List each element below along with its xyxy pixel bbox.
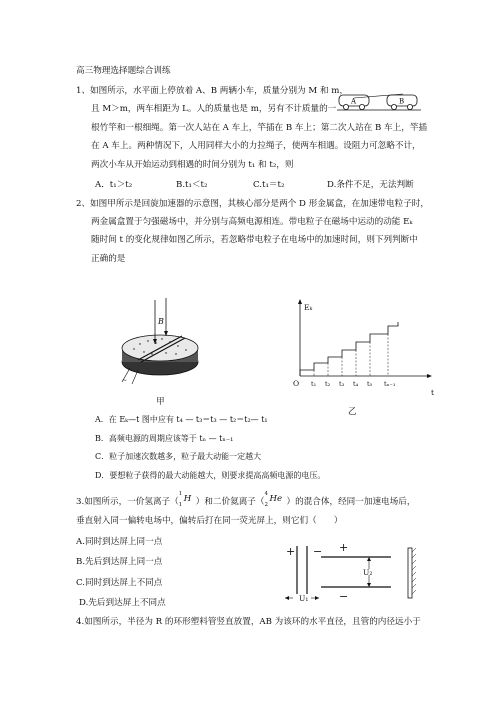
q2-option-c: C．粒子加速次数越多，粒子最大动能一定越大 <box>95 452 262 461</box>
figure-jia-caption: 甲 <box>156 397 165 407</box>
q3-option-b: B.先后到达屏上同一点 <box>76 557 163 567</box>
q2-option-d: D．要想粒子获得的最大动能越大，则要求提高高频电源的电压。 <box>95 471 326 480</box>
q1-option-c: C.t₁＝t₂ <box>253 180 285 190</box>
origin-label: O <box>293 379 300 388</box>
q1-option-b: B.t₁＜t₂ <box>176 180 208 190</box>
plate-minus-2: − <box>339 590 349 603</box>
x-axis-label: t <box>431 388 435 397</box>
tick-t5: t₅ <box>367 380 373 388</box>
q2-line: 随时间 t 的变化规律如图乙所示，若忽略带电粒子在电场中的加速时间，则下列判断中 <box>91 235 418 245</box>
q3-text-mid: ）和二价氦离子（ <box>195 497 265 507</box>
q1-line: 1、如图所示，水平面上停放着 A、B 两辆小车，质量分别为 M 和 m， <box>76 86 349 96</box>
q3-text-pre: 3.如图所示，一价氢离子（ <box>76 497 179 507</box>
deflection-field-figure <box>283 542 433 602</box>
plate-plus-2: + <box>339 541 349 554</box>
q3-option-d: D.先后到达屏上不同点 <box>79 598 166 608</box>
plate-plus-1: + <box>286 545 296 558</box>
y-axis-label: Eₖ <box>304 303 313 312</box>
q2-line: 正确的是 <box>91 254 126 264</box>
plate-minus-1: − <box>313 545 323 558</box>
tick-t4: t₄ <box>353 380 359 388</box>
q3-option-c: C.同时到达屏上不同点 <box>76 578 163 588</box>
tick-t1: t₁ <box>311 380 317 388</box>
q1-line: 在 A 车上。两种情况下，人用同样大小的力拉绳子，使两车相遇。设阻力可忽略不计， <box>91 141 421 151</box>
q2-line: 2、如图甲所示是回旋加速器的示意图，其核心部分是两个 D 形金属盒，在加速带电粒子时， <box>76 199 429 209</box>
q1-option-d: D.条件不足，无法判断 <box>327 180 414 190</box>
q1-line: 且 M＞m，两车相距为 L。人的质量也是 m，另有不计质量的一 <box>91 104 337 114</box>
helium-isotope: 4 2 He <box>264 491 283 508</box>
ek-t-chart <box>290 298 440 422</box>
page-title: 高三物理选择题综合训练 <box>76 66 171 76</box>
q2-line: 两金属盒置于匀强磁场中，并分别与高频电源相连。带电粒子在磁场中运动的动能 Eₖ <box>91 217 413 227</box>
q2-option-a: A．在 Eₖ—t 图中应有 t₄ — t₃＝t₃ — t₂＝t₂— t₁ <box>95 415 268 424</box>
q4-line-1: 4.如图所示，半径为 R 的环形塑料管竖直放置，AB 为该环的水平直径，且管的内径远小于 <box>76 617 421 627</box>
tick-t2: t₂ <box>325 380 331 388</box>
q3-line-2: 垂直射入同一偏转电场中，偏转后打在同一荧光屏上，则它们（ ） <box>76 516 343 526</box>
q2-option-b: B．高频电源的周期应该等于 tₙ — tₙ₋₁ <box>95 434 234 443</box>
q1-option-a: A．t₁＞t₂ <box>95 180 133 190</box>
voltage-u1-label: U₁ <box>299 594 309 603</box>
cart-a-label: A <box>351 97 357 106</box>
hydrogen-isotope: 1 1 H <box>178 491 192 508</box>
tick-t3: t₃ <box>339 380 345 388</box>
q3-text-post: ）的混合体，经同一加速电场后， <box>286 497 416 507</box>
q3-line-1 <box>76 491 416 508</box>
q1-line: 两次小车从开始运动到相遇的时间分别为 t₁ 和 t₂，则 <box>91 160 294 170</box>
tick-tn-1: tₙ₋₁ <box>384 380 396 388</box>
q3-option-a: A.同时到达屏上同一点 <box>76 537 163 547</box>
voltage-u2-label: U₂ <box>363 568 373 577</box>
cyclotron-figure <box>110 296 210 408</box>
two-carts-figure <box>337 84 421 112</box>
cart-b-label: B <box>399 97 405 106</box>
q1-line: 根竹竿和一根细绳。第一次人站在 A 车上，竿插在 B 车上；第二次人站在 B 车上，竿插 <box>91 123 428 133</box>
figure-yi-caption: 乙 <box>348 407 357 417</box>
magnetic-field-label: B <box>158 317 164 326</box>
svg-text:~: ~ <box>122 377 128 384</box>
